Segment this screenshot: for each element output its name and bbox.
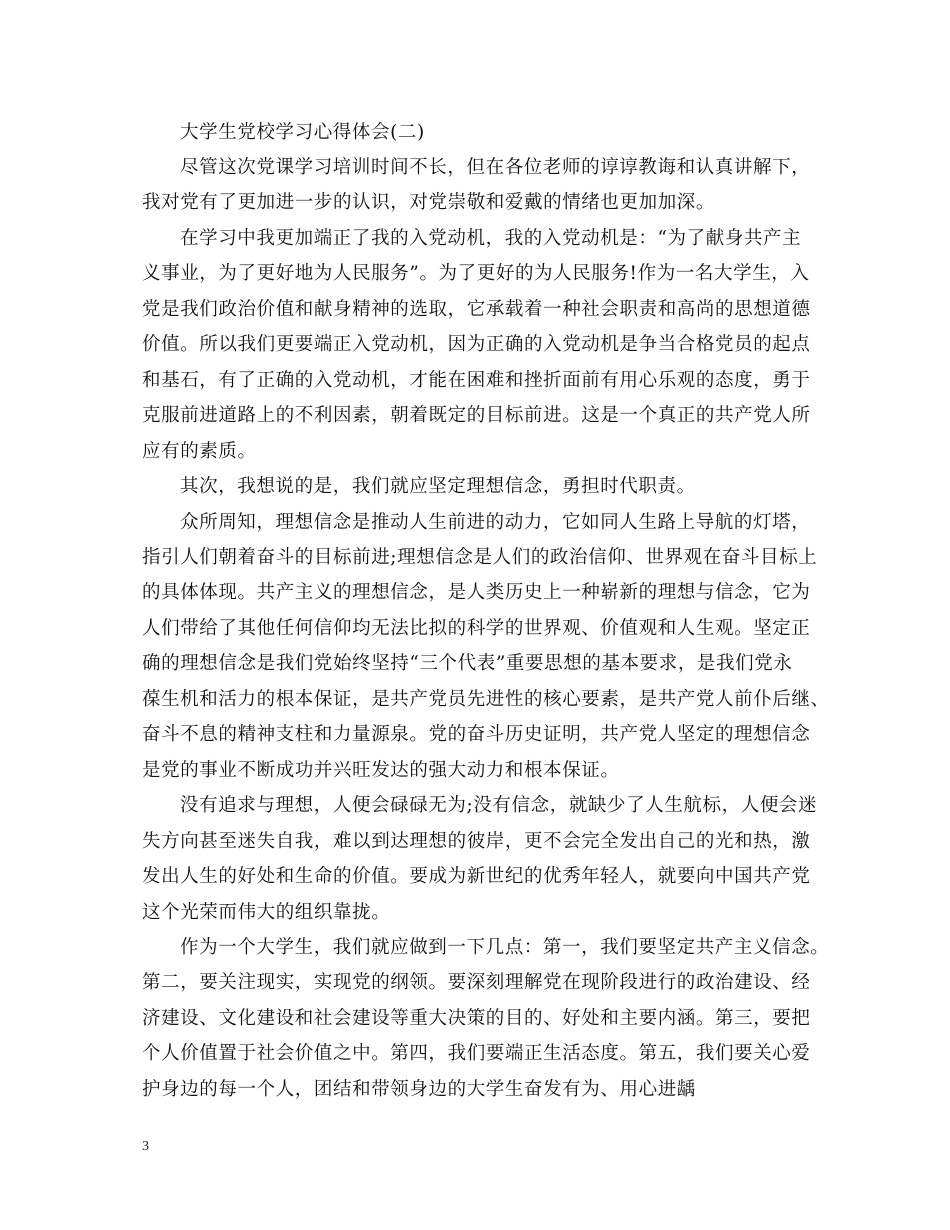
text-line: 众所周知，理想信念是推动人生前进的动力，它如同人生路上导航的灯塔， [180, 512, 811, 533]
text-line: 作为一个大学生，我们就应做到一下几点：第一，我们要坚定共产主义信念。 [180, 937, 830, 958]
text-line: 其次，我想说的是，我们就应坚定理想信念，勇担时代职责。 [180, 476, 696, 497]
text-line: 我对党有了更加进一步的认识，对党崇敬和爱戴的情绪也更加加深。 [142, 192, 716, 213]
text-line: 发出人生的好处和生命的价值。要成为新世纪的优秀年轻人，就要向中国共产党 [142, 866, 811, 887]
text-line: 的具体体现。共产主义的理想信念，是人类历史上一种崭新的理想与信念，它为 [142, 582, 811, 603]
text-line: 没有追求与理想，人便会碌碌无为;没有信念，就缺少了人生航标，人便会迷 [180, 795, 818, 816]
text-line: 和基石，有了正确的入党动机，才能在困难和挫折面前有用心乐观的态度，勇于 [142, 370, 811, 391]
text-line: 奋斗不息的精神支柱和力量源泉。党的奋斗历史证明，共产党人坚定的理想信念 [142, 724, 811, 745]
document-title: 大学生党校学习心得体会(二) [180, 122, 425, 143]
text-line: 克服前进道路上的不利因素，朝着既定的目标前进。这是一个真正的共产党人所 [142, 405, 811, 426]
text-line: 指引人们朝着奋斗的目标前进;理想信念是人们的政治信仰、世界观在奋斗目标上 [142, 547, 818, 568]
text-line: 确的理想信念是我们党始终坚持“三个代表”重要思想的基本要求，是我们党永 [142, 653, 793, 674]
text-line: 尽管这次党课学习培训时间不长，但在各位老师的谆谆教诲和认真讲解下， [180, 157, 811, 178]
text-line: 这个光荣而伟大的组织靠拢。 [142, 902, 391, 923]
text-line: 第二，要关注现实，实现党的纲领。要深刻理解党在现阶段进行的政治建设、经 [142, 972, 811, 993]
text-line: 党是我们政治价值和献身精神的选取，它承载着一种社会职责和高尚的思想道德 [142, 299, 811, 320]
text-line: 价值。所以我们更要端正入党动机，因为正确的入党动机是争当合格党员的起点 [142, 334, 811, 355]
text-line: 护身边的每一个人，团结和带领身边的大学生奋发有为、用心进龋 [142, 1079, 696, 1100]
text-line: 应有的素质。 [142, 441, 257, 462]
text-line: 人们带给了其他任何信仰均无法比拟的科学的世界观、价值观和人生观。坚定正 [142, 618, 811, 639]
page-number: 3 [142, 1139, 149, 1154]
text-line: 义事业，为了更好地为人民服务”。为了更好的为人民服务!作为一名大学生，入 [142, 263, 810, 284]
text-line: 葆生机和活力的根本保证，是共产党员先进性的核心要素，是共产党人前仆后继、 [142, 689, 830, 710]
text-line: 个人价值置于社会价值之中。第四，我们要端正生活态度。第五，我们要关心爱 [142, 1043, 811, 1064]
text-line: 济建设、文化建设和社会建设等重大决策的目的、好处和主要内涵。第三，要把 [142, 1008, 811, 1029]
text-line: 在学习中我更加端正了我的入党动机，我的入党动机是：“为了献身共产主 [180, 228, 802, 249]
text-line: 失方向甚至迷失自我，难以到达理想的彼岸，更不会完全发出自己的光和热，激 [142, 831, 811, 852]
text-line: 是党的事业不断成功并兴旺发达的强大动力和根本保证。 [142, 760, 620, 781]
